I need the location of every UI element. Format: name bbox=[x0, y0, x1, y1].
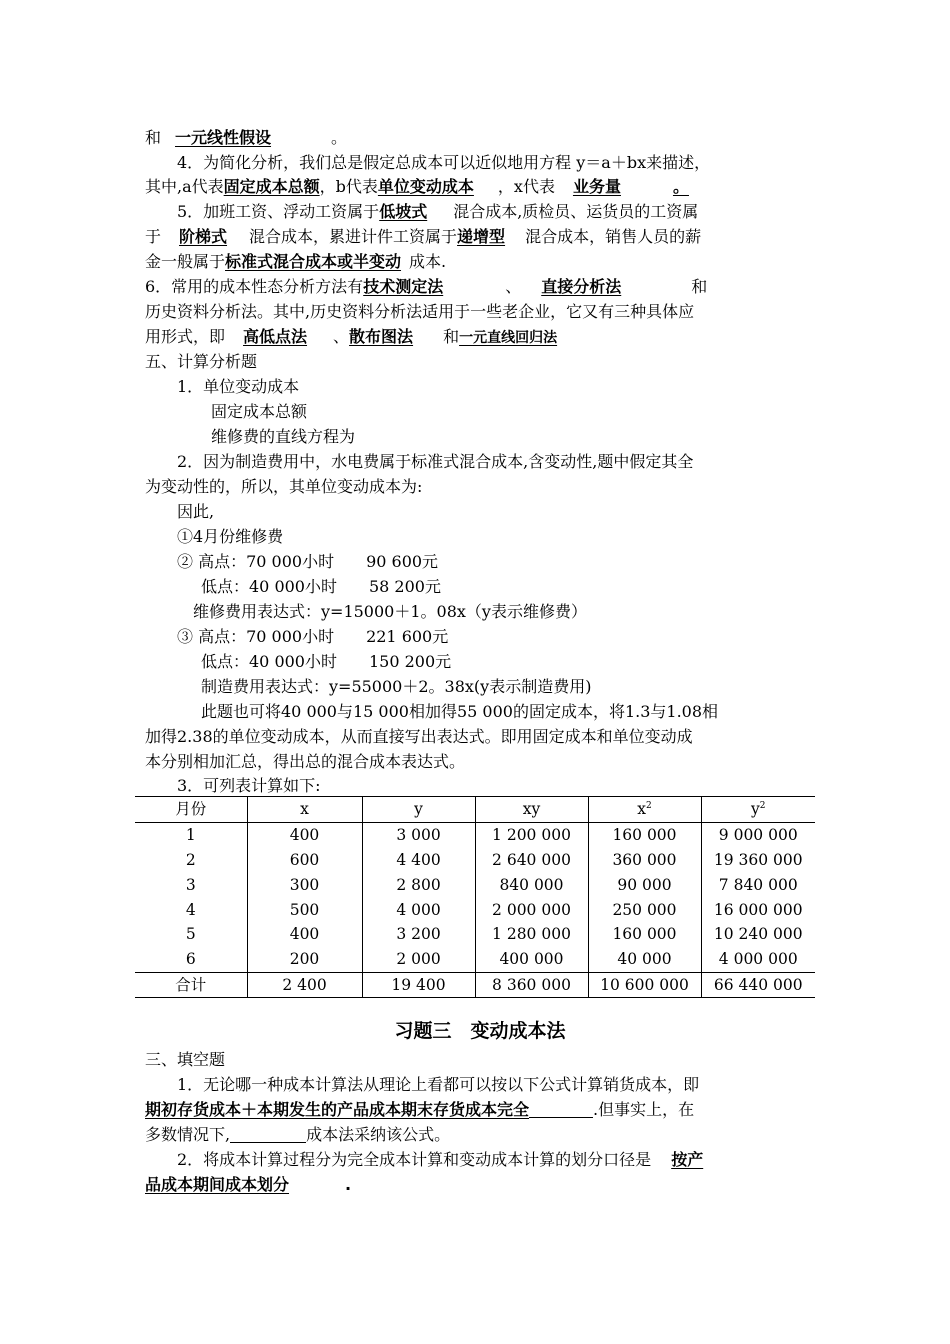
calc-table bbox=[135, 796, 815, 998]
cell: 400 bbox=[247, 922, 362, 947]
q1-equation: 维修费的直线方程为 bbox=[211, 427, 356, 446]
cell: 160 000 bbox=[588, 922, 701, 947]
answer: 业务量 bbox=[572, 177, 621, 196]
table-row bbox=[135, 848, 815, 873]
cell: 5 bbox=[185, 925, 196, 944]
cell: 3 000 bbox=[362, 822, 475, 847]
header-cell: x bbox=[247, 797, 362, 823]
cell: 840 000 bbox=[475, 872, 588, 897]
cell: 2 bbox=[185, 850, 196, 869]
answer: 低坡式 bbox=[379, 202, 428, 221]
q1-fixed: 固定成本总额 bbox=[211, 402, 308, 421]
item4-line1: 4．为简化分析，我们总是假定总成本可以近似地用方程 y＝a＋bx来描述， bbox=[177, 153, 711, 172]
answer: 品成本期间成本划分 bbox=[145, 1175, 290, 1194]
cell: 2 000 000 bbox=[475, 897, 588, 922]
cell: 200 bbox=[247, 947, 362, 972]
cell: 500 bbox=[247, 897, 362, 922]
answer: 技术测定法 bbox=[363, 277, 444, 296]
q2-line2: 为变动性的，所以，其单位变动成本为: bbox=[145, 477, 423, 496]
cell: 8 360 000 bbox=[475, 972, 588, 998]
item5-line1: 5．加班工资、浮动工资属于低坡式 混合成本,质检员、运货员的工资属 bbox=[177, 202, 699, 221]
section-heading: 三、填空题 bbox=[145, 1050, 226, 1069]
cell: 2 640 000 bbox=[475, 848, 588, 873]
cell: 2 800 bbox=[362, 872, 475, 897]
cell: 4 000 000 bbox=[701, 947, 815, 972]
cell: 合计 bbox=[135, 972, 247, 998]
cell: 1 200 000 bbox=[475, 822, 588, 847]
cell: 600 bbox=[247, 848, 362, 873]
section-heading: 五、计算分析题 bbox=[145, 352, 258, 371]
q2-item-c-low: 低点：40 000小时 150 200元 bbox=[201, 652, 452, 671]
table-row bbox=[135, 872, 815, 897]
q2-note-line2: 加得2.38的单位变动成本，从而直接写出表达式。即用固定成本和单位变动成 bbox=[145, 727, 693, 746]
cell: 400 000 bbox=[475, 947, 588, 972]
cell: 2 000 bbox=[362, 947, 475, 972]
cell: 3 200 bbox=[362, 922, 475, 947]
cell: 4 400 bbox=[362, 848, 475, 873]
table-row bbox=[135, 822, 815, 847]
q2-item-b-high: ② 高点：70 000小时 90 600元 bbox=[177, 552, 439, 571]
cell: 250 000 bbox=[588, 897, 701, 922]
q2-item-b-expr: 维修费用表达式：y=15000＋1。08x（y表示维修费） bbox=[193, 602, 587, 621]
table-row bbox=[135, 947, 815, 972]
q2-thus: 因此, bbox=[177, 502, 215, 521]
cell: 6 bbox=[185, 950, 196, 969]
table-header-row bbox=[135, 797, 815, 823]
answer: 期初存货成本＋本期发生的产品成本期末存货成本完全 bbox=[145, 1100, 530, 1119]
header-cell: $x^2$ bbox=[588, 797, 701, 823]
item5-line2: 于 阶梯式 混合成本，累进计件工资属于递增型 混合成本，销售人员的薪 bbox=[145, 227, 702, 246]
item6-line2: 历史资料分析法。其中,历史资料分析法适用于一些老企业，它又有三种具体应 bbox=[145, 302, 695, 321]
answer: 固定成本总额 bbox=[223, 177, 320, 196]
cell: 2 400 bbox=[247, 972, 362, 998]
chapter-title: 习题三 变动成本法 bbox=[394, 1020, 566, 1042]
cell: 66 440 000 bbox=[701, 972, 815, 998]
c3-q1-line3: 多数情况下, 成本法采纳该公式。 bbox=[145, 1125, 451, 1144]
c3-q1-line2: 期初存货成本＋本期发生的产品成本期末存货成本完全 .但事实上，在 bbox=[145, 1100, 695, 1119]
c3-q1-line1: 1．无论哪一种成本计算法从理论上看都可以按以下公式计算销货成本，即 bbox=[177, 1075, 700, 1094]
answer: 递增型 bbox=[457, 227, 506, 246]
item6-line1: 6．常用的成本性态分析方法有技术测定法 、 直接分析法 和 bbox=[145, 277, 708, 296]
item5-line3: 金一般属于标准式混合成本或半变动 成本. bbox=[145, 252, 447, 271]
q2-note-line3: 本分别相加汇总，得出总的混合成本表达式。 bbox=[145, 752, 466, 771]
header-cell: y bbox=[362, 797, 475, 823]
cell: 9 000 000 bbox=[701, 822, 815, 847]
cell: 1 280 000 bbox=[475, 922, 588, 947]
cell: 360 000 bbox=[588, 848, 701, 873]
q2-note-line1: 此题也可将40 000与15 000相加得55 000的固定成本，将1.3与1.08相 bbox=[201, 702, 719, 721]
table-total-row bbox=[135, 972, 815, 998]
header-cell: xy bbox=[475, 797, 588, 823]
cell: 90 000 bbox=[588, 872, 701, 897]
answer: 一元线性假设 bbox=[175, 128, 272, 147]
answer: 单位变动成本 bbox=[377, 177, 474, 196]
answer: 直接分析法 bbox=[541, 277, 622, 296]
q3-text: 3．可列表计算如下: bbox=[177, 776, 321, 795]
answer: 散布图法 bbox=[349, 327, 414, 346]
answer: 一元直线回归法 bbox=[459, 330, 558, 346]
cell: 19 400 bbox=[362, 972, 475, 998]
answer: 阶梯式 bbox=[179, 227, 228, 246]
cell: 16 000 000 bbox=[701, 897, 815, 922]
header-cell: 月份 bbox=[135, 797, 247, 823]
cell: 400 bbox=[247, 822, 362, 847]
cell: 10 600 000 bbox=[588, 972, 701, 998]
cell: 19 360 000 bbox=[701, 848, 815, 873]
item6-line3: 用形式，即 高低点法 、散布图法 和一元直线回归法 bbox=[145, 327, 558, 346]
c3-q2-line1: 2．将成本计算过程分为完全成本计算和变动成本计算的划分口径是 按产 bbox=[177, 1150, 704, 1169]
cell: 7 840 000 bbox=[701, 872, 815, 897]
cell: 3 bbox=[185, 875, 196, 894]
cell: 300 bbox=[247, 872, 362, 897]
cell: 4 bbox=[185, 900, 196, 919]
c3-q2-line2: 品成本期间成本划分 . bbox=[145, 1175, 352, 1194]
cell: 4 000 bbox=[362, 897, 475, 922]
q2-item-c-high: ③ 高点：70 000小时 221 600元 bbox=[177, 627, 449, 646]
item4-line2: 其中,a代表固定成本总额，b代表单位变动成本 ，x代表 业务量 。 bbox=[145, 177, 689, 196]
cell: 10 240 000 bbox=[701, 922, 815, 947]
q2-line1: 2．因为制造费用中，水电费属于标准式混合成本,含变动性,题中假定其全 bbox=[177, 452, 694, 471]
answer: 高低点法 bbox=[243, 327, 308, 346]
table-row bbox=[135, 897, 815, 922]
q2-item-c-expr: 制造费用表达式：y=55000＋2。38x(y表示制造费用) bbox=[201, 677, 592, 696]
q2-item-a: ①4月份维修费 bbox=[177, 527, 284, 546]
q2-item-b-low: 低点：40 000小时 58 200元 bbox=[201, 577, 441, 596]
item3-line: 和 一元线性假设 。 bbox=[145, 128, 348, 147]
cell: 1 bbox=[185, 826, 196, 845]
q1-text: 1．单位变动成本 bbox=[177, 377, 300, 396]
header-cell: $y^2$ bbox=[701, 797, 815, 823]
answer: 按产 bbox=[671, 1150, 704, 1169]
answer: 标准式混合成本或半变动 bbox=[225, 252, 402, 271]
cell: 160 000 bbox=[588, 822, 701, 847]
cell: 40 000 bbox=[588, 947, 701, 972]
table-row bbox=[135, 922, 815, 947]
